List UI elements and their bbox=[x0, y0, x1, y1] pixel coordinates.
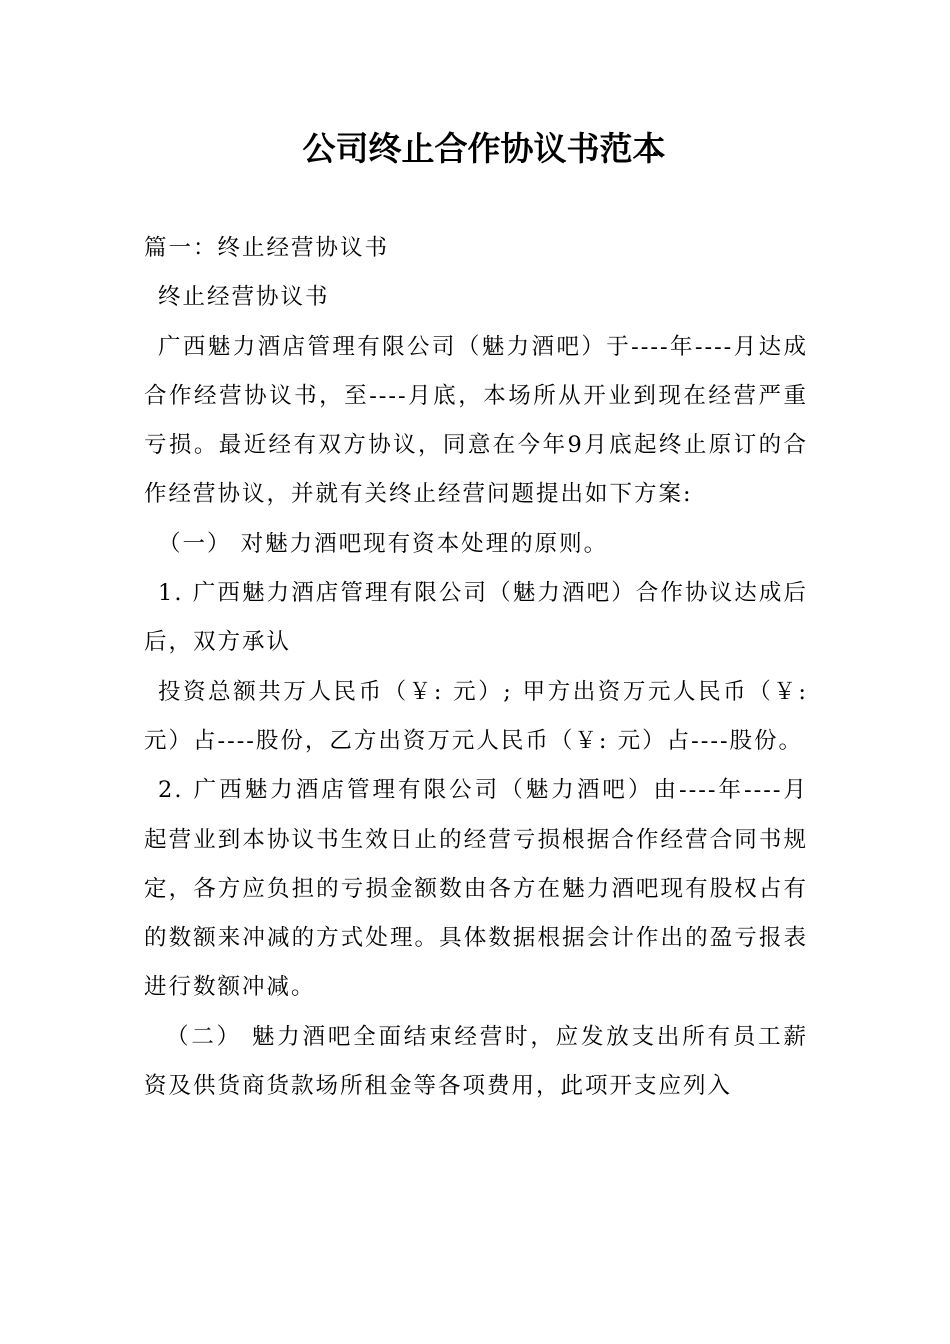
clause-1-item-2: 2. 广西魅力酒店管理有限公司（魅力酒吧）由----年----月起营业到本协议书生效日止的经营亏损根据合作经营合同书规定，各方应负担的亏损金额数由各方在魅力酒吧现有股权占有的数额来冲减的方式处理。具体数据根据会计作出的盈亏报表进行数额冲减。 bbox=[144, 777, 808, 1001]
subtitle: 终止经营协议书 bbox=[158, 284, 330, 311]
clause-heading-1: （一） 对魅力酒吧现有资本处理的原则。 bbox=[158, 530, 609, 557]
clause-1-investment: 投资总额共万人民币（￥: 元）; 甲方出资万元人民币（￥: 元）占----股份，乙方出资万元人民币（￥: 元）占----股份。 bbox=[144, 678, 808, 754]
clause-heading-2: （二） 魅力酒吧全面结束经营时，应发放支出所有员工薪资及供货商货款场所租金等各项费用，此项开支应列入 bbox=[144, 1023, 808, 1100]
paragraph-intro: 广西魅力酒店管理有限公司（魅力酒吧）于----年----月达成合作经营协议书，至----月底，本场所从开业到现在经营严重亏损。最近经有双方协议，同意在今年9月底起终止原订的合作经营协议，并就有关终止经营问题提出如下方案: bbox=[144, 333, 808, 508]
document-body bbox=[144, 224, 808, 1111]
section-heading: 篇一：终止经营协议书 bbox=[144, 235, 390, 261]
clause-1-item-1: 1. 广西魅力酒店管理有限公司（魅力酒吧）合作协议达成后后，双方承认 bbox=[144, 580, 808, 656]
document-title: 公司终止合作协议书范本 bbox=[302, 129, 666, 168]
